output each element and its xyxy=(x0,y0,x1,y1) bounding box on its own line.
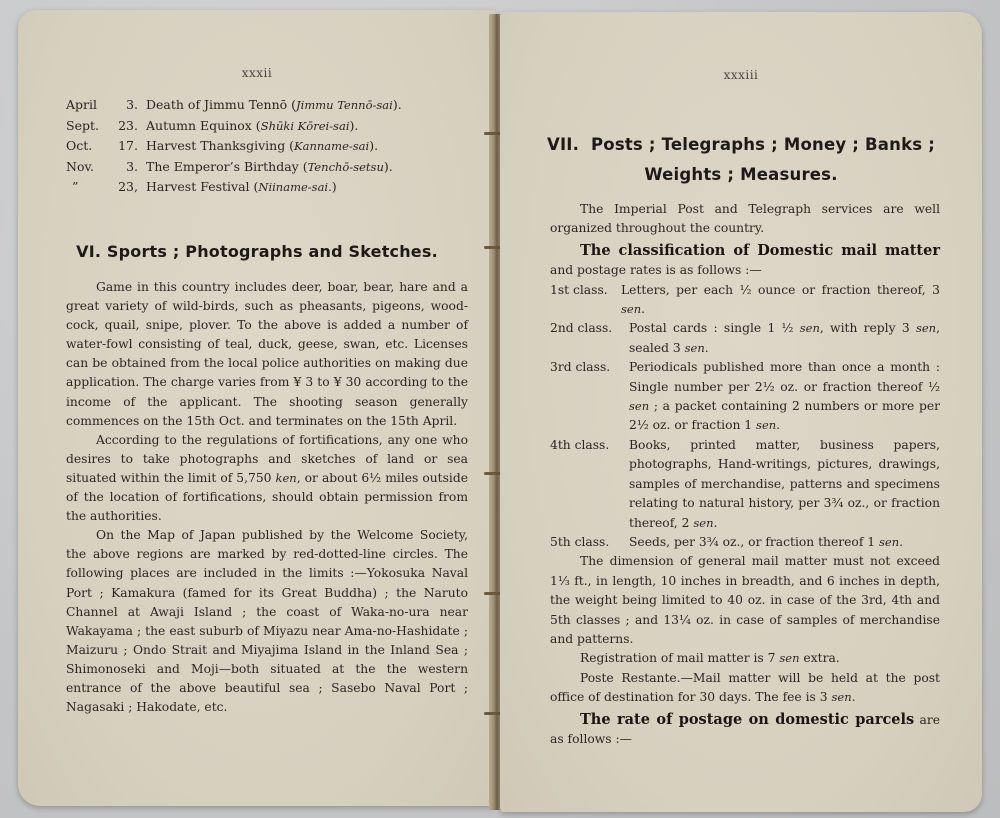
class-tail: . xyxy=(899,534,904,549)
holiday-month: Oct. xyxy=(66,138,93,153)
unit-sen: sen xyxy=(831,690,852,705)
paragraph-text: According to the regulations of fortifications, any one who desires to take photographs and sketches of land or sea situated within the limit of 5,750 xyxy=(66,432,468,485)
class-tail: . xyxy=(641,302,646,317)
classification-text: and postage rates is as follows :— xyxy=(550,263,762,278)
holiday-desc xyxy=(146,157,393,178)
mail-class-label: 2nd class. xyxy=(550,321,613,336)
holiday-native-name: Niiname-sai. xyxy=(258,180,332,194)
holiday-row xyxy=(66,157,466,178)
paragraph-dimension: The dimension of general mail matter must not exceed 1⅓ ft., in length, 10 inches in breadth, and 6 inches in depth, the weight being limited to 40 oz. in case of the 3rd, 4th and 5th classes ; and 13¼ oz. in case of samples of merchandise and patterns. xyxy=(550,554,940,646)
holiday-name: Death of Jimmu Tennō ( xyxy=(146,97,297,112)
unit-sen: sen xyxy=(756,418,777,433)
paragraph-map: On the Map of Japan published by the Welcome Society, the above regions are marked by red-dotted-line circles. The following places are included in the limits :—Yokosuka Naval Port ; Kamakura (famed for its Great Buddha) ; the Naruto Channel at Awaji Island ; the coast of Waka-no-ura near Wakayama ; the east suburb of Miyazu near Ama-no-Hashidate ; Maizuru ; Ondo Strait and Miyajima Island in the Inland Sea ; Shimonoseki and Moji—both situated at the the western entrance of the above beautiful sea ; Sasebo Naval Port ; Nagasaki ; Hakodate, etc. xyxy=(66,528,468,715)
holiday-name: Harvest Thanksgiving ( xyxy=(146,138,295,153)
paragraph-text: Registration of mail matter is 7 xyxy=(580,651,776,666)
holiday-month: April xyxy=(66,97,97,112)
parcels-heading: The rate of postage on domestic parcels xyxy=(580,710,915,728)
holiday-row xyxy=(66,116,466,137)
mail-class-label: 4th class. xyxy=(550,437,610,452)
holiday-native-name: Jimmu Tennō-sai xyxy=(296,98,393,112)
holiday-list xyxy=(66,95,466,198)
holiday-day: 3. xyxy=(126,97,138,112)
holiday-desc xyxy=(146,116,358,137)
mail-class-row xyxy=(550,358,940,436)
section-title xyxy=(520,130,962,190)
mail-class-label: 1st class. xyxy=(550,282,608,297)
mail-class-text xyxy=(621,281,940,320)
class-text: , sealed 3 xyxy=(629,321,940,355)
unit-sen: sen xyxy=(621,302,642,317)
mail-class-label: 3rd class. xyxy=(550,360,611,375)
mail-class-row xyxy=(550,281,940,320)
holiday-desc xyxy=(146,136,378,157)
mail-class-row xyxy=(550,533,940,552)
class-text: Periodicals published more than once a month : Single number per 2½ oz. or fraction thereof ½ xyxy=(629,360,940,394)
unit-sen: sen xyxy=(915,321,937,336)
holiday-native-name: Shūki Kōrei-sai xyxy=(260,118,350,133)
holiday-end: ). xyxy=(349,117,359,133)
section-body xyxy=(550,200,940,749)
holiday-month: ” xyxy=(72,179,79,194)
holiday-desc xyxy=(146,95,402,116)
holiday-month: Sept. xyxy=(66,117,99,133)
paragraph-text: , or about 6½ miles outside of the location of fortifications, should obtain permission from the authorities. xyxy=(66,470,468,524)
holiday-desc xyxy=(146,177,337,198)
mail-class-row xyxy=(550,319,940,358)
holiday-name: Autumn Equinox ( xyxy=(146,117,261,133)
paragraph-text: Poste Restante.—Mail matter will be held at the post office of destination for 30 days. The fee is 3 xyxy=(550,670,940,705)
paragraph-text: extra. xyxy=(799,651,840,666)
class-text: Seeds, per 3¾ oz., or fraction thereof 1 xyxy=(629,534,876,549)
section-title: VI. Sports ; Photographs and Sketches. xyxy=(76,242,438,261)
holiday-month: Nov. xyxy=(66,158,95,174)
holiday-day: 23. xyxy=(118,117,138,133)
unit-sen: sen xyxy=(684,340,705,355)
holiday-name: The Emperor’s Birthday ( xyxy=(146,158,308,174)
classification-heading: The classification of Domestic mail matter xyxy=(580,241,940,259)
right-page xyxy=(500,12,982,812)
holiday-row xyxy=(66,95,466,116)
section-title-line: Weights ; Measures. xyxy=(644,165,838,184)
holiday-end: ). xyxy=(369,138,379,153)
class-text: Postal cards : single 1 ½ xyxy=(629,321,794,336)
class-tail: . xyxy=(704,340,709,355)
holiday-end: ). xyxy=(392,97,402,112)
class-text: ; a packet containing 2 numbers or more per 2½ oz. or fraction 1 xyxy=(629,399,940,433)
class-tail: . xyxy=(776,418,781,433)
holiday-row xyxy=(66,136,466,157)
class-text: Books, printed matter, business papers, photographs, Hand-writings, pictures, drawings, samples of merchandise, patterns and specimens relating to natural history, per 3¾ oz., or fraction thereof, 2 xyxy=(629,437,940,530)
paragraph-poste-restante: Poste Restante.—Mail matter will be held at the post office of destination for 30 days. The fee is 3 sen. xyxy=(550,670,940,705)
paragraph-parcels xyxy=(550,710,940,750)
holiday-day: 23, xyxy=(118,179,138,194)
mail-class-text xyxy=(629,319,940,358)
holiday-end: ). xyxy=(383,158,393,174)
unit-sen: sen xyxy=(693,515,714,530)
section-title-line: VII. Posts ; Telegraphs ; Money ; Banks ; xyxy=(546,135,936,154)
mail-class-text xyxy=(629,533,940,552)
left-page xyxy=(18,10,496,806)
mail-class-label: 5th class. xyxy=(550,534,610,549)
mail-class-text xyxy=(629,436,940,533)
paragraph-fortifications xyxy=(66,431,468,526)
paragraph-registration xyxy=(550,649,940,668)
holiday-end: ) xyxy=(331,179,337,194)
holiday-day: 3. xyxy=(126,158,138,174)
unit-ken: ken xyxy=(275,470,297,485)
unit-sen: sen xyxy=(779,651,800,666)
holiday-native-name: Tenchō-setsu xyxy=(307,159,384,174)
class-text: Letters, per each ½ ounce or fraction thereof, 3 xyxy=(621,282,940,297)
page-number: xxxiii xyxy=(723,68,759,82)
page-number: xxxii xyxy=(241,66,273,80)
class-tail: . xyxy=(713,515,718,530)
mail-class-text xyxy=(629,358,940,436)
holiday-row xyxy=(66,177,466,198)
paragraph-intro: The Imperial Post and Telegraph services are well organized throughout the country. xyxy=(550,202,940,236)
holiday-day: 17. xyxy=(118,138,138,153)
section-body xyxy=(66,278,468,717)
holiday-native-name: Kanname-sai xyxy=(294,139,370,153)
unit-sen: sen xyxy=(799,321,820,336)
class-text: , with reply 3 xyxy=(819,321,910,336)
unit-sen: sen xyxy=(629,399,650,414)
paragraph-classification xyxy=(550,241,940,281)
unit-sen: sen xyxy=(879,534,900,549)
parcels-text: are as follows :— xyxy=(550,712,940,746)
mail-class-row xyxy=(550,436,940,533)
holiday-name: Harvest Festival ( xyxy=(146,179,259,194)
paragraph-game: Game in this country includes deer, boar, bear, hare and a great variety of wild-birds, such as pheasants, pigeons, wood-cock, quail, snipe, plover. To the above is added a number of water-fowl consisting of teal, duck, geese, swan, etc. Licenses can be obtained from the local police authorities on making due application. The charge varies from ¥ 3 to ¥ 30 according to the income of the applicant. The shooting season generally commences on the 15th Oct. and terminates on the 15th April. xyxy=(66,280,468,428)
